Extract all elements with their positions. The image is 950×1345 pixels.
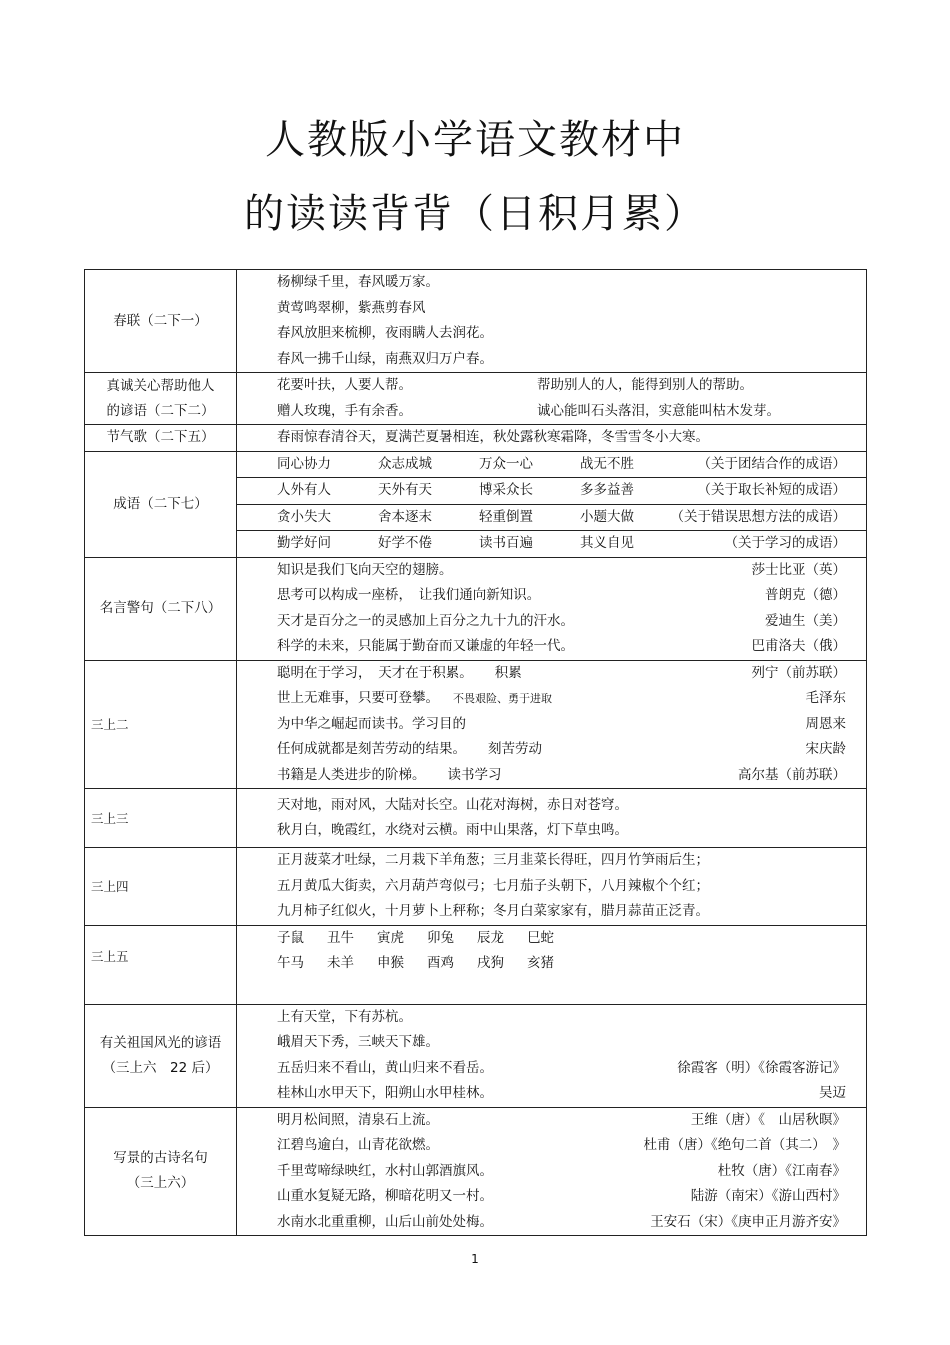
table-row [85,925,867,1004]
quote-text: 天才是百分之一的灵感加上百分之九十九的汗水。 [277,612,574,629]
quote-text: 世上无难事，只要可登攀。 [277,690,439,706]
zodiac-item: 午马 [277,955,304,971]
table-row [85,1107,867,1236]
category-cell: 成语（二下七） [85,451,237,557]
table-row [85,270,867,373]
idiom-line [277,478,856,504]
proverb-source: 徐霞客（明）《徐霞客游记》 [677,1059,846,1076]
proverb-right: 诚心能叫石头落泪，实意能叫枯木发芽。 [537,402,780,419]
quote-tag: 刻苦劳动 [488,741,542,757]
verse-line: 杨柳绿千里，春风暖万家。 [277,274,439,290]
table-row [85,789,867,848]
category-line: 有关祖国风光的谚语 [99,1034,222,1051]
zodiac-item: 子鼠 [277,929,304,946]
poem-line [277,1159,856,1185]
quote-author: 周恩来 [805,715,846,732]
table-row [85,660,867,789]
quote-line [277,661,856,687]
proverb-line [277,373,856,399]
idiom-note: （关于错误思想方法的成语） [670,508,846,525]
verse-line: 春风一拂千山绿，南燕双归万户春。 [277,350,493,367]
poem-text: 山重水复疑无路，柳暗花明又一村。 [277,1188,493,1204]
category-line: （三上六 22 后） [102,1059,219,1076]
idiom: 轻重倒置 [479,508,533,525]
zodiac-item: 丑牛 [327,929,354,946]
quote-line [277,634,856,660]
category-cell: 春联（二下一） [85,270,237,373]
quote-author: 爱迪生（美） [765,612,846,629]
quote-line [277,712,856,738]
idiom-note: （关于团结合作的成语） [697,455,846,472]
quote-line [277,583,856,609]
proverb-source: 吴迈 [819,1085,846,1101]
verse-line: 九月柿子红似火，十月萝卜上秤称；冬月白菜家家有，腊月蒜苗正泛青。 [277,903,709,919]
poem-line [277,1133,856,1159]
poem-text: 水南水北重重柳，山后山前处处梅。 [277,1213,493,1230]
quote-text: 为中华之崛起而读书。学习目的 [277,715,466,732]
category-line: （三上六） [126,1175,195,1192]
zodiac-item: 巳蛇 [527,929,554,946]
zodiac-line [277,951,856,977]
quote-author: 高尔基（前苏联） [738,766,846,783]
table-row [85,557,867,660]
proverb-left: 花要叶扶，人要人帮。 [277,377,412,393]
quote-tag: 读书学习 [447,766,502,783]
quote-line [277,558,856,584]
table-row [85,373,867,425]
poem-line [277,1184,856,1210]
verse-line: 春风放胆来梳柳，夜雨瞒人去润花。 [277,325,493,341]
idiom: 其义自见 [580,535,634,551]
table-row [85,425,867,452]
zodiac-item: 辰龙 [477,929,504,946]
poem-source: 王维（唐）《 山居秋暝》 [690,1111,846,1128]
zodiac-item: 未羊 [327,955,354,971]
proverb-text: 五岳归来不看山，黄山归来不看岳。 [277,1059,493,1076]
quote-author: 普朗克（德） [765,587,846,603]
zodiac-item: 酉鸡 [427,955,454,971]
verse-line: 五月黄瓜大街卖，六月葫芦弯似弓；七月茄子头朝下，八月辣椒个个红； [277,877,709,894]
quote-text: 聪明在于学习， 天才在于积累。 [277,664,473,681]
poem-source: 杜牧（唐）《江南春》 [717,1162,846,1179]
quote-line [277,609,856,635]
idiom-line [277,505,856,531]
table-row [85,451,867,478]
zodiac-item: 亥猪 [527,955,554,971]
idiom: 同心协力 [277,455,331,472]
category-line: 真诚关心帮助他人 [106,377,215,394]
quote-text: 任何成就都是刻苦劳动的结果。 [277,741,466,757]
idiom: 勤学好问 [277,535,331,551]
idiom: 博采众长 [479,482,533,498]
proverb-left: 赠人玫瑰，手有余香。 [277,402,412,419]
poem-source: 杜甫（唐）《绝句二首（其二） 》 [643,1137,846,1153]
category-line: 写景的古诗名句 [113,1150,208,1167]
idiom: 万众一心 [479,455,533,472]
title-line-2: 的读读背背（日积月累） [244,191,706,237]
zodiac-item: 寅虎 [377,929,404,946]
idiom: 众志成城 [378,455,432,472]
quote-line [277,737,856,763]
poem-line [277,1108,856,1134]
zodiac-item: 戌狗 [477,955,504,971]
title-line-1: 人教版小学语文教材中 [265,117,685,163]
poem-text: 千里莺啼绿映红，水村山郭酒旗风。 [277,1162,493,1179]
category-cell [85,373,237,425]
quote-author: 莎士比亚（英） [751,561,846,578]
quote-author: 巴甫洛夫（俄） [751,638,846,654]
idiom: 好学不倦 [378,535,432,551]
category-cell [85,1107,237,1236]
quote-tag: 不畏艰险、勇于进取 [453,692,552,705]
zodiac-item: 卯兔 [427,929,454,946]
verse-line: 春雨惊春清谷天，夏满芒夏暑相连，秋处露秋寒霜降，冬雪雪冬小大寒。 [277,429,709,445]
idiom-note: （关于学习的成语） [724,535,846,551]
quote-text: 书籍是人类进步的阶梯。 [277,766,426,783]
proverb-line [277,1056,856,1082]
verse-line: 秋月白，晚霞红，水绕对云横。雨中山果落，灯下草虫鸣。 [277,822,628,838]
proverb-text: 上有天堂，下有苏杭。 [277,1008,412,1025]
proverb-text: 桂林山水甲天下，阳朔山水甲桂林。 [277,1085,493,1101]
idiom: 读书百遍 [479,535,533,551]
quote-text: 知识是我们飞向天空的翅膀。 [277,561,453,578]
poem-text: 明月松间照，清泉石上流。 [277,1111,439,1128]
proverb-line [277,1005,856,1031]
idiom-line [277,452,856,478]
proverb-text: 峨眉天下秀，三峡天下雄。 [277,1034,439,1050]
idiom: 小题大做 [580,508,634,525]
idiom: 舍本逐末 [378,508,432,525]
zodiac-item: 申猴 [377,955,404,971]
idiom-note: （关于取长补短的成语） [697,482,846,498]
proverb-right: 帮助别人的人，能得到别人的帮助。 [537,377,753,393]
quote-author: 毛泽东 [805,690,846,706]
idiom: 天外有天 [378,482,432,498]
quote-text: 科学的未来，只能属于勤奋而又谦虚的年轻一代。 [277,638,574,654]
category-cell: 三上三 [85,789,237,848]
proverb-line [277,1030,856,1056]
category-cell: 三上四 [85,848,237,926]
verse-line: 正月菠菜才吐绿，二月栽下羊角葱；三月韭菜长得旺，四月竹笋雨后生； [277,852,709,868]
poem-line [277,1210,856,1236]
category-cell: 三上二 [85,660,237,789]
poem-source: 陆游（南宋）《游山西村》 [690,1188,846,1204]
category-cell: 名言警句（二下八） [85,557,237,660]
idiom: 人外有人 [277,482,331,498]
verse-line: 天对地，雨对风，大陆对长空。山花对海树，赤日对苍穹。 [277,796,628,813]
table-row [85,848,867,926]
idiom: 贪小失大 [277,508,331,525]
idiom: 多多益善 [580,482,634,498]
recitation-table [84,269,867,1236]
table-row [85,1004,867,1107]
zodiac-line [277,926,856,952]
proverb-line [277,1081,856,1107]
category-cell [85,1004,237,1107]
category-cell: 节气歌（二下五） [85,425,237,452]
quote-author: 列宁（前苏联） [751,664,846,681]
category-line: 的谚语（二下二） [106,402,215,419]
quote-line [277,686,856,712]
quote-author: 宋庆龄 [805,741,846,757]
poem-source: 王安石（宋）《庚申正月游齐安》 [650,1213,846,1230]
category-cell: 三上五 [85,925,237,1004]
idiom: 战无不胜 [580,455,634,472]
quote-text: 思考可以构成一座桥， 让我们通向新知识。 [277,587,541,603]
page-number: 1 [471,1252,479,1266]
quote-line [277,763,856,789]
proverb-line [277,399,856,425]
poem-text: 江碧鸟逾白，山青花欲燃。 [277,1137,439,1153]
verse-line: 黄莺鸣翠柳，紫燕剪春风 [277,299,426,316]
quote-tag: 积累 [494,664,522,681]
idiom-line [277,531,856,557]
